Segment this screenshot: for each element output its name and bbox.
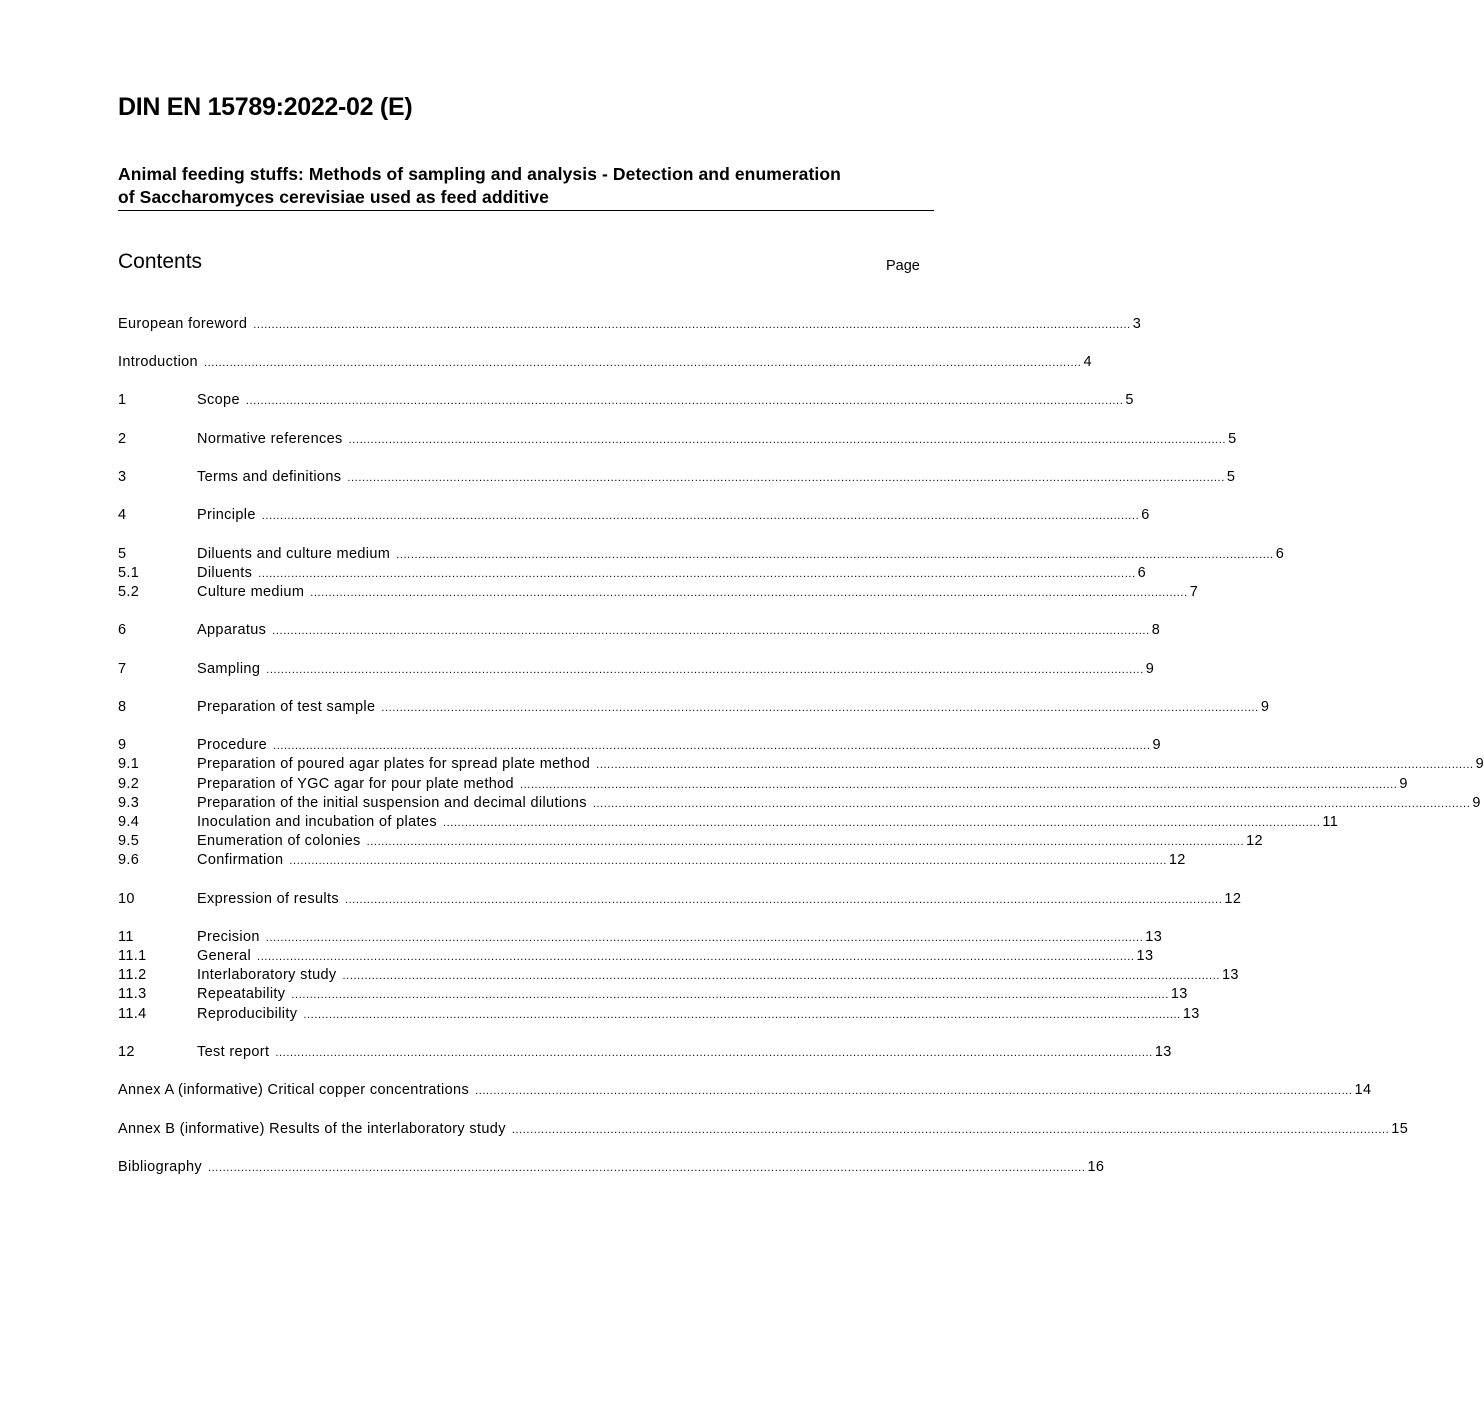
toc-entry[interactable] <box>118 1082 1372 1101</box>
document-title-line-2: of Saccharomyces cerevisiae used as feed additive <box>118 187 549 207</box>
toc-leader-dots: ................................................................................................................................................................................................................................................ <box>289 855 1167 867</box>
toc-entry[interactable] <box>118 1159 1105 1178</box>
toc-entry-title: Culture medium <box>197 584 305 600</box>
toc-entry[interactable] <box>118 392 1134 411</box>
toc-leader-dots: ................................................................................................................................................................................................................................................ <box>347 472 1225 484</box>
toc-entry-number: 9 <box>118 737 127 753</box>
toc-entry-number: 11.4 <box>118 1006 147 1022</box>
toc-entry-title: Inoculation and incubation of plates <box>197 814 437 830</box>
toc-entry-number: 3 <box>118 469 127 485</box>
toc-entry-page: 7 <box>1189 584 1199 600</box>
toc-entry-number: 7 <box>118 661 127 677</box>
toc-entry[interactable] <box>118 814 1339 833</box>
toc-entry-page: 5 <box>1125 392 1134 408</box>
toc-entry[interactable] <box>118 795 1481 814</box>
toc-entry-title: Normative references <box>197 431 343 447</box>
toc-entry-page: 9 <box>1399 776 1408 792</box>
toc-entry-page: 9 <box>1152 737 1161 753</box>
toc-entry-title: Scope <box>197 392 240 408</box>
toc-entry-page: 13 <box>1222 967 1239 983</box>
toc-entry-page: 13 <box>1136 948 1154 964</box>
toc-leader-dots: ................................................................................................................................................................................................................................................ <box>253 319 1131 331</box>
toc-entry[interactable] <box>118 584 1199 603</box>
toc-entry[interactable] <box>118 852 1186 871</box>
toc-entry-number: 9.4 <box>118 814 140 830</box>
toc-entry-number: 9.3 <box>118 795 140 811</box>
toc-entry[interactable] <box>118 1006 1200 1025</box>
toc-entry-title: Introduction <box>118 354 198 370</box>
toc-entry[interactable] <box>118 776 1408 795</box>
toc-entry[interactable] <box>118 756 1484 775</box>
toc-entry[interactable] <box>118 833 1263 852</box>
toc-entry[interactable] <box>118 316 1142 335</box>
toc-entry[interactable] <box>118 929 1163 948</box>
toc-leader-dots: ................................................................................................................................................................................................................................................ <box>342 970 1221 982</box>
toc-entry-page: 13 <box>1154 1044 1172 1060</box>
toc-entry[interactable] <box>118 622 1161 641</box>
toc-entry-title: General <box>197 948 252 964</box>
toc-entry-page: 5 <box>1228 431 1237 447</box>
toc-leader-dots: ................................................................................................................................................................................................................................................ <box>208 1162 1086 1174</box>
toc-entry-number: 10 <box>118 891 135 907</box>
toc-entry-title: Annex B (informative) Results of the interlaboratory study <box>118 1121 506 1137</box>
document-id: DIN EN 15789:2022-02 (E) <box>118 93 413 121</box>
toc-entry-page: 9 <box>1260 699 1270 715</box>
toc-entry-number: 12 <box>118 1044 135 1060</box>
toc-entry-page: 9 <box>1472 795 1481 811</box>
toc-leader-dots: ................................................................................................................................................................................................................................................ <box>257 951 1135 963</box>
toc-leader-dots: ................................................................................................................................................................................................................................................ <box>381 702 1259 714</box>
toc-entry-title: Preparation of test sample <box>197 699 376 715</box>
toc-entry-number: 8 <box>118 699 127 715</box>
toc-entry-page: 5 <box>1226 469 1236 485</box>
toc-entry-page: 8 <box>1151 622 1161 638</box>
toc-entry[interactable] <box>118 986 1188 1005</box>
toc-entry-page: 13 <box>1170 986 1188 1002</box>
toc-leader-dots: ................................................................................................................................................................................................................................................ <box>265 932 1144 944</box>
toc-entry-title: Preparation of the initial suspension and decimal dilutions <box>197 795 587 811</box>
toc-entry-number: 11.2 <box>118 967 147 983</box>
toc-entry-number: 9.2 <box>118 776 140 792</box>
toc-entry[interactable] <box>118 737 1161 756</box>
toc-entry-title: Terms and definitions <box>197 469 342 485</box>
toc-entry[interactable] <box>118 661 1155 680</box>
toc-entry-title: Preparation of YGC agar for pour plate method <box>197 776 514 792</box>
toc-entry[interactable] <box>118 1121 1409 1140</box>
toc-entry-title: Interlaboratory study <box>197 967 337 983</box>
toc-entry-number: 11.3 <box>118 986 147 1002</box>
toc-leader-dots: ................................................................................................................................................................................................................................................ <box>258 568 1136 580</box>
toc-entry[interactable] <box>118 546 1285 565</box>
contents-heading: Contents <box>118 250 203 273</box>
toc-entry-title: Test report <box>197 1044 270 1060</box>
toc-leader-dots: ................................................................................................................................................................................................................................................ <box>261 510 1140 522</box>
toc-entry-title: Precision <box>197 929 260 945</box>
toc-entry-title: Procedure <box>197 737 268 753</box>
toc-entry-number: 11 <box>118 929 134 945</box>
document-title-line-1: Animal feeding stuffs: Methods of sampling and analysis - Detection and enumeration <box>118 164 841 184</box>
toc-entry-title: Preparation of poured agar plates for spread plate method <box>197 756 591 772</box>
toc-entry-page: 12 <box>1246 833 1263 849</box>
toc-leader-dots: ................................................................................................................................................................................................................................................ <box>291 989 1169 1001</box>
toc-leader-dots: ................................................................................................................................................................................................................................................ <box>266 664 1144 676</box>
toc-entry-page: 11 <box>1322 814 1339 830</box>
toc-entry[interactable] <box>118 507 1150 526</box>
toc-entry-page: 16 <box>1087 1159 1105 1175</box>
toc-entry[interactable] <box>118 1044 1172 1063</box>
toc-leader-dots: ................................................................................................................................................................................................................................................ <box>475 1085 1353 1097</box>
toc-entry-page: 12 <box>1224 891 1242 907</box>
toc-entry[interactable] <box>118 948 1154 967</box>
toc-entry-number: 4 <box>118 507 127 523</box>
toc-entry[interactable] <box>118 354 1092 373</box>
toc-entry-title: Repeatability <box>197 986 286 1002</box>
toc-entry[interactable] <box>118 469 1236 488</box>
toc-entry-page: 3 <box>1132 316 1142 332</box>
toc-leader-dots: ................................................................................................................................................................................................................................................ <box>592 798 1471 810</box>
toc-entry-page: 13 <box>1145 929 1163 945</box>
toc-entry[interactable] <box>118 699 1270 718</box>
toc-leader-dots: ................................................................................................................................................................................................................................................ <box>245 395 1124 407</box>
toc-entry-page: 9 <box>1145 661 1155 677</box>
toc-entry[interactable] <box>118 565 1147 584</box>
toc-entry-title: Principle <box>197 507 256 523</box>
toc-leader-dots: ................................................................................................................................................................................................................................................ <box>303 1009 1181 1021</box>
toc-leader-dots: ................................................................................................................................................................................................................................................ <box>366 836 1245 848</box>
toc-entry-page: 14 <box>1354 1082 1372 1098</box>
toc-entry-title: Bibliography <box>118 1159 202 1175</box>
toc-entry-number: 9.5 <box>118 833 140 849</box>
toc-entry-page: 6 <box>1137 565 1147 581</box>
toc-entry[interactable] <box>118 967 1239 986</box>
toc-leader-dots: ................................................................................................................................................................................................................................................ <box>348 434 1227 446</box>
toc-leader-dots: ................................................................................................................................................................................................................................................ <box>596 759 1474 771</box>
page-column-heading: Page <box>886 258 920 274</box>
toc-entry-title: Annex A (informative) Critical copper concentrations <box>118 1082 470 1098</box>
toc-entry-page: 6 <box>1141 507 1150 523</box>
toc-entry-title: Expression of results <box>197 891 339 907</box>
toc-entry[interactable] <box>118 431 1237 450</box>
toc-entry-page: 6 <box>1275 546 1285 562</box>
toc-entry-number: 5.2 <box>118 584 140 600</box>
toc-entry-title: Enumeration of colonies <box>197 833 361 849</box>
toc-entry-number: 5 <box>118 546 127 562</box>
toc-leader-dots: ................................................................................................................................................................................................................................................ <box>442 817 1321 829</box>
toc-entry-number: 5.1 <box>118 565 140 581</box>
toc-leader-dots: ................................................................................................................................................................................................................................................ <box>519 779 1398 791</box>
toc-entry-page: 12 <box>1168 852 1186 868</box>
toc-leader-dots: ................................................................................................................................................................................................................................................ <box>275 1047 1153 1059</box>
toc-entry-number: 11.1 <box>118 948 147 964</box>
toc-leader-dots: ................................................................................................................................................................................................................................................ <box>203 357 1082 369</box>
toc-leader-dots: ................................................................................................................................................................................................................................................ <box>272 625 1150 637</box>
toc-entry-page: 13 <box>1182 1006 1200 1022</box>
toc-entry-title: Reproducibility <box>197 1006 298 1022</box>
toc-entry-page: 15 <box>1391 1121 1409 1137</box>
toc-entry[interactable] <box>118 891 1242 910</box>
toc-entry-title: Diluents and culture medium <box>197 546 391 562</box>
toc-entry-number: 2 <box>118 431 127 447</box>
toc-entry-title: Diluents <box>197 565 253 581</box>
toc-entry-number: 1 <box>118 392 127 408</box>
toc-entry-page: 4 <box>1083 354 1092 370</box>
toc-leader-dots: ................................................................................................................................................................................................................................................ <box>396 549 1274 561</box>
toc-entry-title: Confirmation <box>197 852 284 868</box>
document-title <box>118 163 934 211</box>
toc-entry-number: 9.6 <box>118 852 140 868</box>
toc-entry-title: European foreword <box>118 316 248 332</box>
toc-entry-title: Apparatus <box>197 622 267 638</box>
toc-leader-dots: ................................................................................................................................................................................................................................................ <box>310 587 1188 599</box>
toc-leader-dots: ................................................................................................................................................................................................................................................ <box>273 740 1151 752</box>
toc-entry-number: 9.1 <box>118 756 140 772</box>
toc-entry-number: 6 <box>118 622 127 638</box>
toc-leader-dots: ................................................................................................................................................................................................................................................ <box>344 894 1223 906</box>
toc-entry-title: Sampling <box>197 661 261 677</box>
toc-entry-page: 9 <box>1475 756 1484 772</box>
toc-leader-dots: ................................................................................................................................................................................................................................................ <box>511 1124 1390 1136</box>
